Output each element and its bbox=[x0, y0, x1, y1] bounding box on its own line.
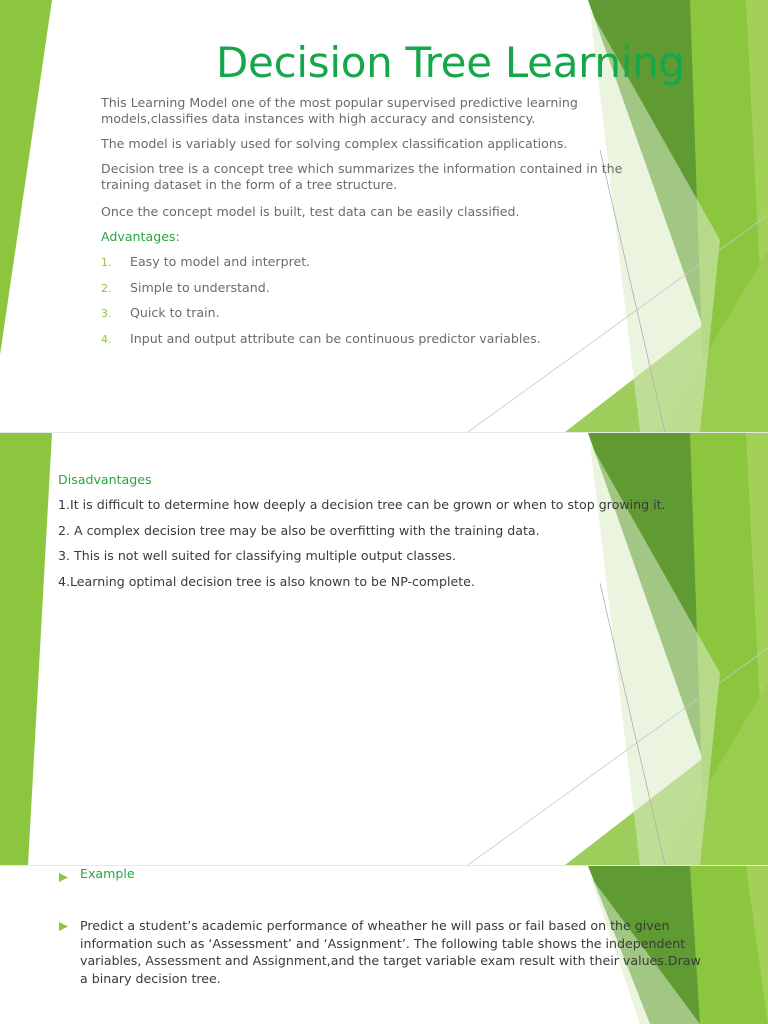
disadvantage-item: 4.Learning optimal decision tree is also known to be NP-complete. bbox=[58, 574, 475, 589]
advantages-heading: Advantages: bbox=[101, 229, 180, 244]
advantage-text: Simple to understand. bbox=[130, 280, 270, 295]
example-description: Predict a student’s academic performance of wheather he will pass or fail based on the given information such as ‘Assessment’ and ‘Assignment’. The following table shows the independent variables, Assessment and Assignment,and the target variable exam result with their values.Draw a binary decision tree. bbox=[80, 918, 701, 986]
page-title: Decision Tree Learning bbox=[216, 38, 685, 87]
bullet-arrow-icon bbox=[58, 921, 70, 933]
list-number: 2. bbox=[101, 282, 112, 295]
example-heading: Example bbox=[80, 866, 135, 881]
test-data-paragraph: Once the concept model is built, test data can be easily classified. bbox=[101, 204, 520, 219]
advantage-text: Quick to train. bbox=[130, 305, 220, 320]
advantage-item bbox=[101, 331, 541, 346]
bullet-arrow-icon bbox=[58, 872, 70, 884]
usage-paragraph: The model is variably used for solving complex classification applications. bbox=[101, 136, 568, 151]
list-number: 1. bbox=[101, 256, 112, 269]
slide-3 bbox=[0, 866, 768, 1024]
concept-paragraph: Decision tree is a concept tree which summarizes the information contained in the training dataset in the form of a tree structure. bbox=[101, 161, 623, 192]
advantage-text: Easy to model and interpret. bbox=[130, 254, 311, 269]
intro-paragraph: This Learning Model one of the most popular supervised predictive learning models,classifies data instances with high accuracy and consistency. bbox=[101, 95, 578, 126]
advantage-item bbox=[101, 305, 220, 320]
slide-1 bbox=[0, 0, 768, 432]
disadvantages-heading: Disadvantages bbox=[58, 472, 152, 487]
advantage-item bbox=[101, 254, 310, 269]
list-number: 3. bbox=[101, 307, 112, 320]
advantage-item bbox=[101, 280, 270, 295]
list-number: 4. bbox=[101, 333, 112, 346]
disadvantage-item: 3. This is not well suited for classifying multiple output classes. bbox=[58, 548, 456, 563]
slide-2 bbox=[0, 433, 768, 865]
disadvantage-item: 1.It is difficult to determine how deeply a decision tree can be grown or when to stop growing it. bbox=[58, 497, 666, 512]
disadvantage-item: 2. A complex decision tree may be also be overfitting with the training data. bbox=[58, 523, 540, 538]
advantage-text: Input and output attribute can be continuous predictor variables. bbox=[130, 331, 541, 346]
